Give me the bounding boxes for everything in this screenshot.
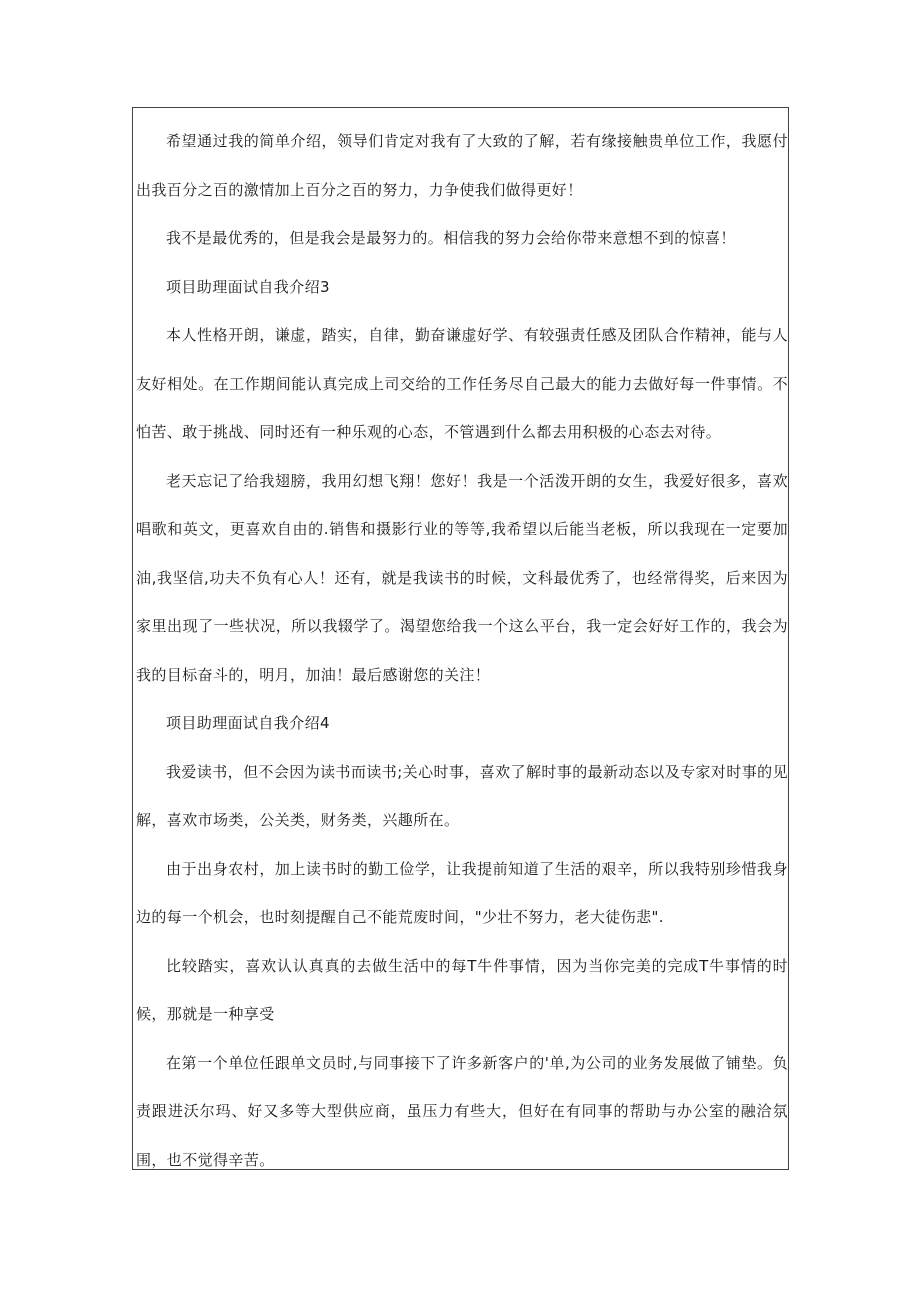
paragraph-7: 比较踏实，喜欢认认真真的去做生活中的每T牛件事情，因为当你完美的完成T牛事情的时候，那就是一种享受 bbox=[136, 956, 788, 1023]
paragraph-3: 本人性格开朗，谦虚，踏实，自律，勤奋谦虚好学、有较强责任感及团队合作精神，能与人友好相处。在工作期间能认真完成上司交给的工作任务尽自己最大的能力去做好每一件事情。不怕苦、敢于挑战、同时还有一种乐观的心态，不管遇到什么都去用积极的心态去对待。 bbox=[136, 326, 788, 441]
document-body bbox=[136, 117, 788, 1184]
paragraph-6: 由于出身农村，加上读书时的勤工俭学，让我提前知道了生活的艰辛，所以我特别珍惜我身边的每一个机会，也时刻提醒自己不能荒废时间，"少壮不努力，老大徒伤悲". bbox=[136, 859, 788, 926]
paragraph-5: 我爱读书，但不会因为读书而读书;关心时事，喜欢了解时事的最新动态以及专家对时事的见解，喜欢市场类，公关类，财务类，兴趣所在。 bbox=[136, 762, 788, 829]
section-heading-3: 项目助理面试自我介绍3 bbox=[166, 277, 330, 296]
section-heading-4: 项目助理面试自我介绍4 bbox=[166, 714, 330, 732]
paragraph-4: 老天忘记了给我翅膀，我用幻想飞翔！您好！我是一个活泼开朗的女生，我爱好很多，喜欢唱歌和英文，更喜欢自由的.销售和摄影行业的等等,我希望以后能当老板，所以我现在一定要加油,我坚信,功夫不负有心人！还有，就是我读书的时候，文科最优秀了，也经常得奖，后来因为家里出现了一些状况，所以我辍学了。渴望您给我一个这么平台，我一定会好好工作的，我会为我的目标奋斗的，明月，加油！最后感谢您的关注！ bbox=[136, 471, 788, 684]
paragraph-2: 我不是最优秀的，但是我会是最努力的。相信我的努力会给你带来意想不到的惊喜！ bbox=[166, 229, 736, 247]
paragraph-1: 希望通过我的简单介绍，领导们肯定对我有了大致的了解，若有缘接触贵单位工作，我愿付出我百分之百的激情加上百分之百的努力，力争使我们做得更好！ bbox=[136, 132, 788, 199]
paragraph-8: 在第一个单位任跟单文员时,与同事接下了许多新客户的'单,为公司的业务发展做了铺垫。负责跟进沃尔玛、好又多等大型供应商，虽压力有些大，但好在有同事的帮助与办公室的融洽氛围，也不觉得辛苦。 bbox=[136, 1053, 788, 1169]
